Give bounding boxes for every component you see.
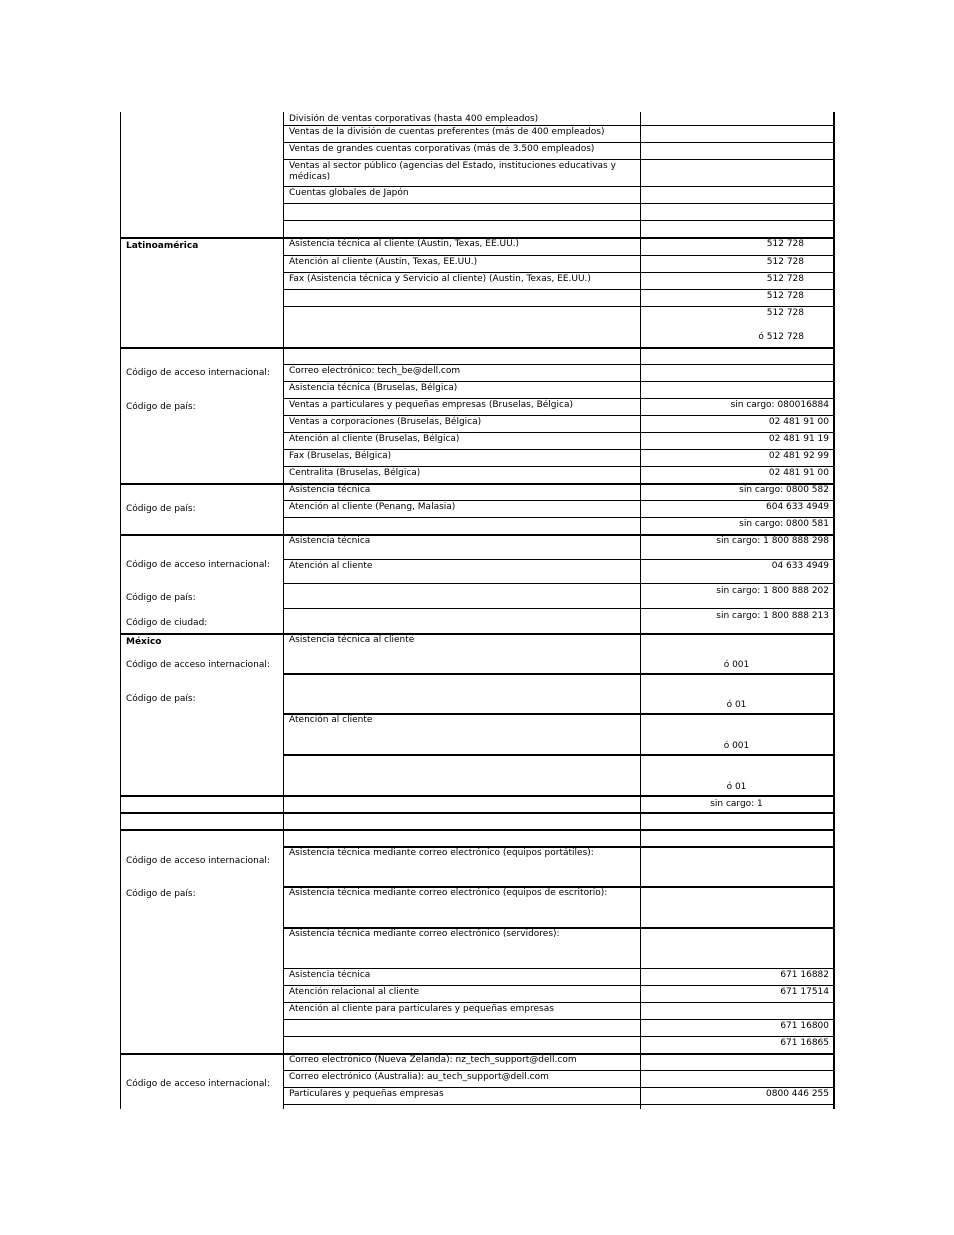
row-number-alt: ó 512 728	[758, 332, 804, 342]
row-description: Atención al cliente (Penang, Malasia)	[289, 502, 456, 512]
row-divider	[283, 985, 835, 986]
row-number: 671 16865	[780, 1038, 829, 1048]
row-divider	[283, 125, 835, 126]
row-divider	[283, 466, 835, 467]
row-divider	[283, 220, 835, 221]
row-divider	[283, 142, 835, 143]
country-code-label: Código de acceso internacional:	[126, 660, 270, 670]
row-number: sin cargo: 080016884	[730, 400, 829, 410]
row-description: Ventas de la división de cuentas preferentes (más de 400 empleados)	[289, 127, 605, 137]
row-number: 02 481 91 00	[768, 468, 829, 478]
row-number: 04 633 4949	[771, 561, 829, 571]
row-description: Asistencia técnica al cliente	[289, 635, 415, 645]
row-number: ó 001	[723, 741, 750, 751]
row-divider	[283, 500, 835, 501]
row-number: 512 728	[766, 291, 804, 301]
country-divider	[120, 633, 283, 635]
column-border-left	[120, 112, 121, 1109]
row-divider	[283, 415, 835, 416]
country-name: Latinoamérica	[126, 241, 199, 251]
row-description: Correo electrónico (Nueva Zelanda): nz_tech_support@dell.com	[289, 1055, 577, 1065]
row-divider	[283, 449, 835, 450]
row-divider	[283, 398, 835, 399]
row-number: 02 481 91 19	[768, 434, 829, 444]
row-description: Correo electrónico (Australia): au_tech_support@dell.com	[289, 1072, 549, 1082]
country-code-label: Código de país:	[126, 889, 196, 899]
country-code-label: Código de país:	[126, 504, 196, 514]
country-code-label: Código de acceso internacional:	[126, 368, 270, 378]
country-divider	[120, 1053, 283, 1055]
row-divider	[283, 559, 835, 560]
column-border-country	[283, 112, 284, 1109]
row-number: 604 633 4949	[766, 502, 829, 512]
row-divider	[283, 347, 835, 349]
country-divider	[120, 534, 283, 536]
country-name: México	[126, 637, 162, 647]
row-divider	[283, 754, 835, 756]
row-divider	[283, 829, 835, 831]
row-divider	[283, 1104, 835, 1105]
row-description: Atención al cliente (Bruselas, Bélgica)	[289, 434, 460, 444]
row-description: División de ventas corporativas (hasta 400 empleados)	[289, 114, 539, 124]
row-description: Fax (Asistencia técnica y Servicio al cliente) (Austin, Texas, EE.UU.)	[289, 274, 591, 284]
row-description: Asistencia técnica	[289, 485, 371, 495]
row-number: 671 16882	[780, 970, 829, 980]
row-description: Asistencia técnica mediante correo electrónico (equipos portátiles):	[289, 848, 594, 858]
row-number: 671 16800	[780, 1021, 829, 1031]
row-divider	[283, 1070, 835, 1071]
row-divider	[283, 608, 835, 609]
row-divider	[283, 432, 835, 433]
row-description: Asistencia técnica mediante correo electrónico (equipos de escritorio):	[289, 888, 608, 898]
row-description: Correo electrónico: tech_be@dell.com	[289, 366, 461, 376]
row-description: Asistencia técnica al cliente (Austin, Texas, EE.UU.)	[289, 239, 520, 249]
row-description: Atención al cliente para particulares y pequeñas empresas	[289, 1004, 554, 1014]
row-number: ó 01	[726, 782, 747, 792]
country-divider	[120, 483, 283, 485]
country-code-label: Código de país:	[126, 402, 196, 412]
row-description: Atención al cliente (Austin, Texas, EE.UU.)	[289, 257, 478, 267]
row-number: sin cargo: 1	[710, 799, 763, 809]
row-description: Asistencia técnica (Bruselas, Bélgica)	[289, 383, 458, 393]
row-description: Cuentas globales de Japón	[289, 188, 409, 198]
row-number: 0800 446 255	[766, 1089, 829, 1099]
row-divider	[283, 812, 835, 814]
row-description: Centralita (Bruselas, Bélgica)	[289, 468, 421, 478]
row-description: Ventas al sector público (agencias del Estado, instituciones educativas y médicas)	[289, 161, 616, 182]
row-divider	[283, 364, 835, 365]
row-divider	[283, 186, 835, 187]
row-number: sin cargo: 1 800 888 202	[716, 586, 829, 596]
row-number: sin cargo: 0800 582	[739, 485, 829, 495]
country-code-label: Código de país:	[126, 593, 196, 603]
row-number: 512 728	[766, 274, 804, 284]
row-description: Asistencia técnica	[289, 536, 371, 546]
row-divider	[283, 968, 835, 969]
row-divider	[283, 517, 835, 518]
row-number: 512 728	[766, 257, 804, 267]
country-divider	[120, 829, 283, 831]
row-description: Asistencia técnica mediante correo electrónico (servidores):	[289, 929, 560, 939]
row-description: Fax (Bruselas, Bélgica)	[289, 451, 392, 461]
row-divider	[283, 306, 835, 307]
row-description: Atención relacional al cliente	[289, 987, 420, 997]
row-number: 02 481 92 99	[768, 451, 829, 461]
row-divider	[283, 203, 835, 204]
column-border-right	[833, 112, 835, 1109]
country-code-label: Código de ciudad:	[126, 618, 208, 628]
row-description: Asistencia técnica	[289, 970, 371, 980]
country-code-label: Código de acceso internacional:	[126, 856, 270, 866]
row-number: 512 728	[766, 239, 804, 249]
country-divider	[120, 812, 283, 814]
row-divider	[283, 1019, 835, 1020]
row-description: Atención al cliente	[289, 561, 373, 571]
row-divider	[283, 1002, 835, 1003]
row-number: ó 001	[723, 660, 750, 670]
country-divider	[120, 795, 283, 797]
row-divider	[283, 673, 835, 675]
contact-table	[120, 112, 834, 1109]
row-number: 512 728	[766, 308, 804, 318]
row-description: Ventas a particulares y pequeñas empresas (Bruselas, Bélgica)	[289, 400, 573, 410]
row-divider	[283, 381, 835, 382]
row-divider	[283, 289, 835, 290]
country-code-label: Código de acceso internacional:	[126, 560, 270, 570]
country-code-label: Código de país:	[126, 694, 196, 704]
row-number: 671 17514	[780, 987, 829, 997]
row-number: ó 01	[726, 700, 747, 710]
row-description: Ventas de grandes cuentas corporativas (más de 3.500 empleados)	[289, 144, 595, 154]
row-divider	[283, 795, 835, 797]
row-divider	[283, 1036, 835, 1037]
row-divider	[283, 583, 835, 584]
row-description: Atención al cliente	[289, 715, 373, 725]
row-description: Ventas a corporaciones (Bruselas, Bélgica)	[289, 417, 482, 427]
row-divider	[283, 255, 835, 256]
row-divider	[283, 272, 835, 273]
country-code-label: Código de acceso internacional:	[126, 1079, 270, 1089]
row-number: 02 481 91 00	[768, 417, 829, 427]
row-number: sin cargo: 1 800 888 213	[716, 611, 829, 621]
row-number: sin cargo: 0800 581	[739, 519, 829, 529]
row-number: sin cargo: 1 800 888 298	[716, 536, 829, 546]
country-divider	[120, 237, 283, 239]
row-description: Particulares y pequeñas empresas	[289, 1089, 444, 1099]
row-divider	[283, 1087, 835, 1088]
country-divider	[120, 347, 283, 349]
row-divider	[283, 159, 835, 160]
